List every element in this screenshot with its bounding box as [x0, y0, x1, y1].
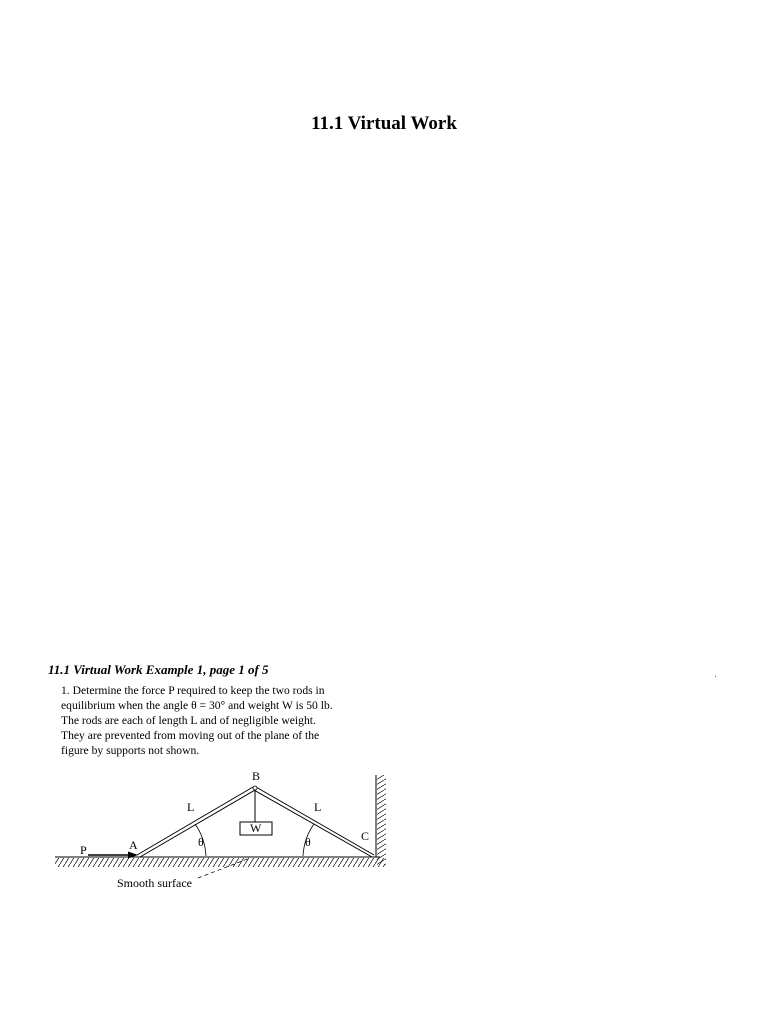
- ground: [55, 857, 385, 867]
- rod-ab: [137, 787, 255, 857]
- label-surface: Smooth surface: [117, 876, 192, 890]
- label-l-right: L: [314, 800, 322, 814]
- label-theta-right: θ: [305, 835, 311, 849]
- wall: [376, 775, 386, 865]
- label-a: A: [129, 838, 138, 852]
- problem-line: figure by supports not shown.: [61, 744, 200, 757]
- page-title: 11.1 Virtual Work: [311, 113, 457, 134]
- pin-b: [253, 786, 257, 790]
- label-p: P: [80, 843, 87, 857]
- example-heading: 11.1 Virtual Work Example 1, page 1 of 5: [48, 662, 269, 677]
- problem-line: They are prevented from moving out of the plane of the: [61, 729, 320, 742]
- label-theta-left: θ: [198, 835, 204, 849]
- label-b: B: [252, 769, 261, 783]
- label-l-left: L: [187, 800, 195, 814]
- label-c: C: [361, 829, 370, 843]
- problem-line: equilibrium when the angle θ = 30° and weight W is 50 lb.: [61, 699, 333, 712]
- label-w: W: [250, 821, 262, 835]
- problem-line: 1. Determine the force P required to keep the two rods in: [61, 684, 325, 697]
- problem-line: The rods are each of length L and of negligible weight.: [61, 714, 316, 727]
